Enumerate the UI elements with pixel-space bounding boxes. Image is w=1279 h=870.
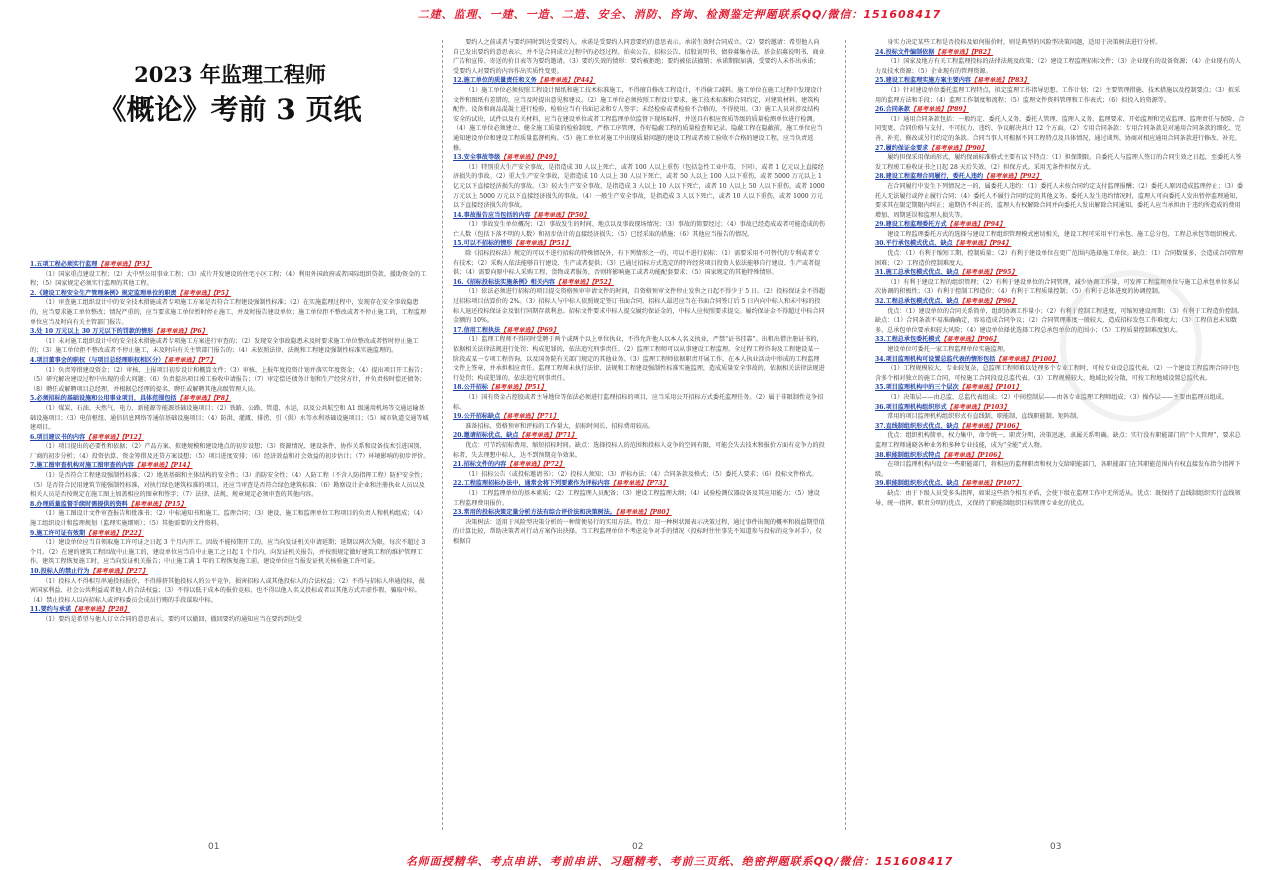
list-item — [30, 567, 430, 605]
item-heading — [453, 326, 825, 336]
item-title: 直线制组织形式优点、缺点 — [885, 422, 959, 430]
item-title: 投标文件编制依据 — [885, 48, 935, 56]
item-title: 施工许可证有效期 — [36, 529, 86, 537]
page-ref: 【P49】 — [536, 154, 559, 162]
page-ref: 【P82】 — [970, 48, 994, 56]
item-body: （1）煤炭、石油、天然气、电力、新能源等能源基础设施项目；（2）铁路、公路、管道、水运，以及公共航空和 A1 级通用机场等交通运输基础设施项目；（3）电信枢纽、通信信息网络等通信基础设施项目；（4）防洪、灌溉、排涝、引（供）水等水利基础设施项目；（5）城市轨道交通等城建项目。 — [30, 404, 429, 432]
page-ref: 【P80】 — [649, 509, 672, 517]
item-number: 18. — [453, 384, 464, 392]
item-body: 在项目监理机构内设立一些职能部门，将相应的监理职责和权力交给职能部门，各职能部门在其职能范围内有权直接发布指令指挥下级。 — [875, 461, 1241, 478]
item-number: 25. — [875, 77, 886, 85]
item-title: 项目建议书的内容 — [36, 433, 86, 441]
page-ref: 【P69】 — [536, 326, 559, 334]
item-body: 在合同履行中发生下列情况之一的，属委托人违约：（1）委托人未按合同约定支付监理报酬；（2）委托人原因造成监理停止；（3）委托人无法履行或停止履行合同；（4）委托人不履行合同约定的其他义务。委托人发生违约情况时，监理人可向委托人发出暂停监理通知，要求其在限定期限内纠正；逾期仍不纠正的，监理人有权解除合同并向委托人发出解除合同通知。委托人应当承担由于违约所造成的费用增加、周期延误和监理人损失等。 — [875, 182, 1244, 219]
item-heading — [30, 529, 430, 539]
page-ref: 【P92】 — [1019, 173, 1042, 181]
exam-tag: 【易考单选】 — [940, 451, 978, 459]
list-item — [453, 479, 825, 508]
item-body: （1）有利于建设工程的组织管理；（2）有利于建设单位的合同管理，减少协调工作量，可发挥工程监理单位与施工总承包单位多层次协调的积极性；（3）有利于控制工程造价；（4）有利于工程质量控制；（5）有利于总体进度的协调控制。 — [875, 278, 1240, 296]
item-heading — [30, 394, 430, 404]
item-heading — [875, 422, 1245, 432]
item-number: 37. — [875, 422, 886, 430]
item-title: 项目监理机构中的三个层次 — [885, 384, 959, 392]
item-heading — [875, 76, 1245, 86]
page-ref: 【P72】 — [542, 461, 566, 469]
exam-tag: 【易考单选】 — [153, 328, 190, 336]
item-number: 35. — [875, 384, 886, 392]
page-number: 01 — [208, 842, 220, 852]
item-heading — [875, 172, 1245, 182]
page-ref: 【P96】 — [995, 298, 1018, 306]
list-item — [30, 327, 430, 356]
list-item — [875, 479, 1245, 508]
list-item — [875, 172, 1245, 220]
exam-tag: 【易考单选】 — [97, 261, 134, 268]
list-item — [453, 211, 825, 240]
item-title: 工程总承包委托模式 — [885, 336, 941, 344]
list-item — [875, 403, 1245, 422]
item-title: 施工单位的质量责任和义务 — [463, 77, 537, 85]
exam-tag: 【易考单选】 — [164, 356, 198, 364]
exam-tag: 【易考单选】 — [958, 422, 996, 430]
item-number: 26. — [875, 106, 886, 114]
column-2-items — [453, 38, 825, 546]
item-title: 五项工程必须实行监理 — [36, 261, 98, 268]
item-number: 38. — [875, 451, 886, 459]
item-body: （1）国有资金占控股或者主导地位等依法必须进行监理招标的项目，应当采用公开招标方式委托监理任务。（2）属于非限制性竞争招标。 — [453, 393, 824, 411]
exam-tag: 【易考单选】 — [133, 462, 171, 470]
list-item — [453, 383, 825, 412]
item-number: 15. — [453, 240, 464, 248]
item-heading — [30, 500, 430, 510]
item-number: 23. — [453, 509, 464, 517]
item-number: 29. — [875, 221, 886, 229]
item-number: 30. — [875, 240, 886, 248]
list-item — [875, 451, 1245, 480]
list-item — [30, 260, 430, 289]
list-item — [875, 220, 1245, 239]
item-body: （1）负责筹措建设资金；（2）审核、上报项目初步设计和概算文件；（3）审核、上报年度投资计划并落实年度资金；（4）提出项目开工报告；（5）研究解决建设过程中出现的重大问题；（6）负责提出项目竣工验收申请报告；（7）审定偿还债务计划和生产经营方针，并负责按时偿还债务；（8）聘任或解聘项目总经理，并根据总经理的提名，聘任或解聘其他高级管理人员。 — [30, 366, 427, 393]
item-body: （1）特别重大生产安全事故，是指造成 30 人以上死亡，或者 100 人以上重伤（包括急性工业中毒，下同），或者 1 亿元以上直接经济损失的事故。（2）重大生产安全事故，是指造成 10 人以上 30 人以下死亡，或者 50 人以上 100 人以下重伤，或者 5000 万元以上 1 亿元以下直接经济损失的事故。（3）较大生产安全事故，是指造成 3 人以上 10 人以下死亡，或者 10 人以上 50 人以下重伤，或者 1000 万元以上 5000 万元以下直接经济损失的事故。（4）一般生产安全事故，是指造成 3 人以下死亡，或者 10 人以下重伤，或者 1000 万元以下直接经济损失的事故。 — [453, 163, 825, 210]
page-ref: 【P5】 — [213, 289, 232, 297]
exam-tag: 【易考单选】 — [970, 77, 1008, 85]
item-body: 准备招标、资格预审和评标的工作量大，招标时间长，招标费用较高。 — [465, 422, 655, 430]
column-2 — [453, 38, 825, 838]
item-heading — [875, 144, 1245, 154]
item-title: 要约与承诺 — [40, 606, 72, 614]
column-1-items — [30, 260, 430, 625]
exam-tag: 【易考单选】 — [555, 278, 592, 286]
item-title: 公开招标缺点 — [463, 413, 501, 421]
item-number: 12. — [453, 77, 464, 85]
item-title: 项目监理机构可设置总监代表的情形包括 — [885, 355, 996, 363]
item-title: 安全事故等级 — [463, 154, 501, 162]
item-title: 建设工程监理委托方式 — [885, 221, 947, 229]
column-divider — [442, 40, 443, 830]
item-heading — [453, 460, 825, 470]
item-title: 工程总承包模式优点、缺点 — [885, 298, 959, 306]
list-item — [453, 278, 825, 326]
list-item — [30, 394, 430, 432]
item-body: （1）工程规模较大，专业较复杂，总监理工程师难以处理多个专业工程时，可按专业设总监代表。（2）一个建设工程监理合同中包含多个相对独立的施工合同，可按施工合同段设总监代表。（3）工程规模较大、地域比较分散，可按工程地域设置总监代表。 — [875, 365, 1240, 382]
exam-tag: 【易考单选】 — [500, 326, 537, 334]
item-title: 履约保证金要求 — [885, 144, 929, 152]
item-number: 32. — [875, 298, 886, 306]
exam-tag: 【易考单选】 — [71, 606, 108, 614]
item-number: 4. — [30, 356, 37, 364]
page-ref: 【P44】 — [573, 77, 596, 85]
item-heading — [30, 289, 430, 299]
page-ref: 【P73】 — [646, 480, 669, 488]
exam-tag: 【易考单选】 — [940, 336, 978, 344]
item-body: 优点：可节约招标费用，缩短招标时间。缺点：选择投标人的范围和投标人竞争的空间有限，可能会失去技术和报价方面有竞争力的投标者，失去理想中标人，达不到预期竞争效果。 — [453, 441, 825, 459]
item-heading — [453, 239, 825, 249]
item-number: 11. — [30, 606, 41, 614]
list-item — [30, 433, 430, 462]
item-number: 16. — [453, 278, 464, 286]
exam-tag: 【易考单选】 — [983, 173, 1020, 181]
page-ref: 【P52】 — [591, 278, 614, 286]
item-heading — [30, 461, 430, 471]
item-body: （1）招标公告（或投标邀请书）；（2）投标人须知；（3）评标办法；（4）合同条款及格式；（5）委托人要求；（6）投标文件格式。 — [465, 470, 818, 478]
item-number: 20. — [453, 432, 464, 440]
list-item — [30, 356, 430, 394]
list-item — [453, 76, 825, 153]
item-heading — [453, 412, 825, 422]
list-item — [875, 48, 1245, 77]
list-item — [453, 412, 825, 431]
item-number: 6. — [30, 433, 37, 441]
item-title: 职能制组织形式特点 — [885, 451, 941, 459]
item-number: 21. — [453, 461, 464, 469]
list-item — [875, 76, 1245, 105]
list-item — [30, 461, 430, 499]
item-title: 职能制组织形式优点、缺点 — [885, 480, 959, 488]
list-item — [30, 289, 430, 327]
watermark-seal — [1060, 270, 1202, 422]
item-body: 常用的项目监理机构组织形式有直线制、职能制、直线职能制、矩阵制。 — [887, 413, 1083, 421]
title-line-2: 《概论》考前 3 页纸 — [98, 93, 362, 126]
page-ref: 【P100】 — [1031, 355, 1059, 363]
item-number: 22. — [453, 480, 464, 488]
item-number: 19. — [453, 413, 464, 421]
column-3 — [875, 38, 1245, 838]
list-item — [875, 144, 1245, 173]
exam-tag: 【易考单选】 — [946, 403, 984, 411]
item-body: （1）项目提出的必要性和依据；（2）产品方案、拟建规模和建设地点的初步设想；（3）资源情况、建设条件、协作关系和设备技术引进国别、厂商的初步分析；（4）投资估算、资金筹措及还贷方案设想；（5）项目进度安排；（6）经济效益和社会效益的初步估计；（7）环境影响的初步评价。 — [30, 443, 430, 460]
item-body: （1）决策层——由总监、总监代表组成；（2）中间控制层——由各专业监理工程师组成；（3）操作层——主要由监理员组成。 — [887, 393, 1228, 401]
item-heading — [875, 403, 1245, 413]
item-title: 必须招标的基础设施和公用事业项目，具体范围包括 — [36, 395, 177, 403]
item-title: 事故报告应当包括的内容 — [463, 211, 531, 219]
exam-tag: 【易考单选】 — [928, 144, 965, 152]
page-ref: 【P15】 — [164, 500, 187, 508]
page-ref: 【P94】 — [989, 240, 1012, 248]
list-item — [453, 239, 825, 277]
item-number: 2. — [30, 289, 37, 297]
item-body: （1）国家及地方有关工程监理投标的法律法规及政策；（2）建设工程监理招标文件；（3）企业现有的设备资源；（4）企业现有的人力及技术资源；（5）企业现有的管理资源。 — [875, 58, 1241, 75]
item-title: 可以不招标的情形 — [463, 240, 513, 248]
item-title: 常用的投标决策定量分析方法有综合评价法和决策树法。 — [463, 509, 616, 517]
item-heading — [875, 268, 1245, 278]
item-heading — [875, 48, 1245, 58]
exam-tag: 【易考单选】 — [176, 395, 214, 403]
item-number: 13. — [453, 154, 464, 162]
item-body: 身实力决定某些工程是否投标及如何报价时，则是典型的风险型决策问题，适用于决策树法进行分析。 — [887, 39, 1162, 46]
item-title: 《招标投标法实施条例》相关内容 — [463, 278, 556, 286]
exam-tag: 【易考单选】 — [958, 298, 996, 306]
item-body: （1）事故发生单位概况；（2）事故发生的时间、地点以及事故现场情况；（3）事故的简要经过；（4）事故已经造成或者可能造成的伤亡人数（包括下落不明的人数）和初步估计的直接经济损失；（5）已经采取的措施；（6）其他应当报告的情况。 — [453, 221, 825, 238]
item-body: 建设工程监理委托方式的选择与建设工程组织管理模式密切相关，建设工程可采用平行承包、施工总分包、工程总承包等组织模式。 — [887, 230, 1241, 238]
page-ref: 【P51】 — [524, 384, 547, 392]
item-body: （1）通用合同条款包括：一般约定、委托人义务、委托人管理、监理人义务、监理要求、开始监理和完成监理、监理责任与保险、合同变更、合同价格与支付、不可抗力、违约、争议解决共计 12 个方面。（2）专用合同条款：专用合同条款是对通用合同条款的细化、完善、补充、修改或另行约定的条款。合同当事人可根据不同工程特点及具体情况，通过谈判、协商对相应通用合同条款进行修改、补充。 — [875, 115, 1245, 142]
item-heading — [30, 433, 430, 443]
list-item — [30, 529, 430, 567]
exam-tag: 【易考单选】 — [518, 432, 556, 440]
item-body: （1）投标人不得相互串通投标报价，不得排挤其他投标人的公平竞争，损害招标人或其他投标人的合法权益；（2）不得与招标人串通投标，损害国家利益、社会公共利益或者他人的合法权益；（3）不得以低于成本的报价竞标，也不得以他人名义投标或者以其他方式弄虚作假，骗取中标。（4）禁止投标人以向招标人或评标委员会成员行贿的手段谋取中标。 — [30, 577, 425, 604]
page-ref: 【P94】 — [983, 221, 1006, 229]
item-number: 24. — [875, 48, 886, 56]
item-body: （1）是否符合工程建设强制性标准；（2）地基基础和主体结构的安全性；（3）消防安全性；（4）人防工程（不含人防指挥工程）防护安全性；（5）是否符合民用建筑节能强制性标准，对执行绿色建筑标准的项目，还应当审查是否符合绿色建筑标准；（6）勘察设计企业和注册执业人员以及相关人员是否按规定在施工图上加盖相应的图章和签字；（7）法律、法规、规章规定必须审查的其他内容。 — [30, 472, 427, 499]
exam-tag: 【易考单选】 — [89, 568, 126, 575]
exam-tag: 【易考单选】 — [995, 355, 1032, 363]
item-title: 《建设工程安全生产管理条例》规定监理单位的职责 — [36, 289, 177, 297]
page-ref: 【P103】 — [983, 403, 1010, 411]
item-body: 缺点：由于下级人员受多头指挥，如果这些指令相互矛盾，会使下级在监理工作中无所适从。优点：既保持了直线制组织实行直线领导、统一指挥、职责分明的优点，又保持了职能制组织目标管理专业化的优点。 — [875, 489, 1241, 507]
bottom-banner: 名师面授精华、考点串讲、考前串讲、习题精考、考前三页纸、绝密押题联系QQ/微信：151608417 — [405, 855, 954, 868]
list-item — [875, 268, 1245, 297]
item-heading — [30, 605, 430, 615]
item-heading — [30, 327, 430, 337]
exam-tag: 【易考单选】 — [958, 480, 996, 488]
item-title: 邀请招标优点、缺点 — [463, 432, 519, 440]
item-body: （1）未对施工组织设计中的安全技术措施或者专项施工方案进行审查的；（2）发现安全事故隐患未及时要求施工单位整改或者暂时停止施工的；（3）施工单位拒不整改或者不停止施工，未及时向有关主管部门报告的；（4）未依照法律、法规和工程建设强制性标准实施监理的。 — [30, 337, 419, 355]
item-title: 施工总承包模式优点、缺点 — [885, 269, 959, 277]
item-body: 要约人之前或者与要约同时到达受要约人。承诺是受要约人同意要约的意思表示。承诺生效时合同成立。（2）要约邀请：希望他人向自己发出要约的意思表示，并不是合同成立过程中的必经过程。拍卖公告、招标公告、招股说明书、债券募集办法、基金招募说明书、商业广告和宣传、寄送的价目表等为要约邀请。（3）要约失效的情形：要约被拒绝；要约被依法撤销；承诺期限届满，受要约人未作出承诺；受要约人对要约的内容作出实质性变更。 — [453, 39, 825, 75]
page-number: 03 — [1050, 842, 1062, 852]
item-body: （1）国家重点建设工程；（2）大中型公用事业工程；（3）成片开发建设的住宅小区工程；（4）利用外国政府或者国际组织贷款、援助资金的工程；（5）国家规定必须实行监理的其他工程。 — [30, 270, 427, 288]
item-body: 优点：（1）有利于缩短工期、控制质量；（2）有利于建设单位在更广范围内选择施工单位。缺点：（1）合同数量多，会造成合同管理困难；（2）工程造价控制难度大。 — [875, 250, 1244, 267]
item-heading — [453, 153, 825, 163]
item-heading — [453, 383, 825, 393]
item-heading — [453, 508, 825, 518]
item-heading — [30, 356, 430, 366]
title-block — [30, 60, 430, 130]
item-body: （1）施工图设计文件审查报告和批准书；（2）中标通知书和施工、监理合同；（3）建设、施工和监理单位工程项目的负责人和机构组成；（4）施工组织设计和监理规划（监理实施细则）；（5）其他需要的文件资料。 — [30, 510, 427, 528]
list-item — [453, 460, 825, 479]
exam-tag: 【易考单选】 — [487, 384, 525, 392]
page-ref: 【P8】 — [213, 395, 232, 403]
item-title: 项目董事会的职权（与项目总经理职权相区分） — [36, 356, 165, 364]
page-ref: 【P71】 — [536, 413, 559, 421]
item-body: 建设单位可委托一家工程监理单位实施监理。 — [887, 346, 1010, 353]
page-ref: 【P95】 — [995, 269, 1018, 277]
exam-tag: 【易考单选】 — [934, 48, 971, 56]
list-item — [30, 605, 430, 624]
item-body: （1）依法必须进行招标的项目提交资格预审申请文件的时间，自资格预审文件停止发售之日起不得少于 5 日。（2）投标保证金不得超过招标项目估算价的 2%。（3）招标人与中标人依照规定签订书面合同，招标人最迟应当在书面合同签订后 5 日内向中标人和未中标的投标人退还投标保证金及银行同期存款利息。招标文件要求中标人提交履约保证金的，中标人应按照要求提交。履约保证金不得超过中标合同金额的 10%。 — [453, 288, 825, 325]
item-number: 36. — [875, 403, 886, 411]
item-title: 投标人的禁止行为 — [40, 568, 90, 575]
item-number: 39. — [875, 480, 886, 488]
item-body: 除《招标投标法》规定的可以不进行招标的特殊情况外，有下列情形之一的，可以不进行招标：（1）需要采用不可替代的专利或者专有技术；（2）采购人依法能够自行建设、生产或者提供；（3）已通过招标方式选定的特许经营项目投资人依法能够自行建设、生产或者提供；（4）需要向原中标人采购工程、货物或者服务，否则将影响施工或者功能配套要求；（5）国家规定的其他特殊情形。 — [453, 250, 821, 277]
page-ref: 【P7】 — [197, 356, 216, 364]
item-heading — [453, 278, 825, 288]
item-body: 决策树法：适用于风险型决策分析的一种简便易行的实用方法。特点：用一种树状图表示决策过程，通过事件出现的概率和损益期望值的计算比较，帮助决策者对行动方案作出抉择。当工程监理单位不考虑竞争对手的情况（投标时往往事先不知道参与投标的竞争对手），仅根据自 — [453, 518, 825, 545]
page-ref: 【P27】 — [125, 568, 149, 575]
list-item — [453, 38, 825, 76]
item-title: 建设工程监理合同履行，委托人违约 — [885, 173, 984, 181]
exam-tag: 【易考单选】 — [500, 413, 537, 421]
item-title: 合同条款 — [885, 106, 910, 114]
exam-tag: 【易考单选】 — [958, 384, 996, 392]
item-number: 14. — [453, 211, 464, 219]
item-body: 履约担保采用保函形式，履约保函标准格式主要有以下特点：（1）担保期限。自委托人与监理人签订的合同生效之日起，至委托人签发工程竣工验收证书之日起 28 天后失效。（2）担保方式。采用无条件担保方式。 — [875, 154, 1242, 171]
item-number: 17. — [453, 326, 464, 334]
page-number: 02 — [632, 842, 644, 852]
item-title: 处 10 万元以上 30 万元以下的罚款的情形 — [36, 328, 154, 336]
item-body: （1）建设单位应当自领取施工许可证之日起 3 个月内开工。因故不能按期开工的，应当向发证机关申请延期；延期以两次为限，每次不超过 3 个月。（2）在建的建筑工程因故中止施工的，建设单位应当自中止施工之日起 1 个月内，向发证机关报告，并按照规定做好建筑工程的维护管理工作。建筑工程恢复施工时，应当向发证机关报告；中止施工满 1 年的工程恢复施工前，建设单位应当报发证机关核验施工许可证。 — [30, 539, 426, 566]
item-title: 施工图审查机构对施工图审查的内容 — [36, 462, 134, 470]
exam-tag: 【易考单选】 — [952, 240, 990, 248]
item-number: 28. — [875, 173, 886, 181]
title-line-1: 2023 年监理工程师 — [134, 62, 326, 87]
page-ref: 【P3】 — [133, 261, 152, 268]
page-ref: 【P50】 — [567, 211, 590, 219]
item-number: 33. — [875, 336, 886, 344]
page-ref: 【P90】 — [964, 144, 988, 152]
exam-tag: 【易考单选】 — [530, 211, 568, 219]
page-ref: 【P71】 — [555, 432, 578, 440]
page-ref: 【P22】 — [121, 529, 144, 537]
exam-tag: 【易考单选】 — [85, 529, 122, 537]
page-ref: 【P106】 — [995, 422, 1022, 430]
list-item — [453, 153, 825, 211]
item-heading — [875, 451, 1245, 461]
item-title: 信用工程执法 — [463, 326, 501, 334]
list-item — [30, 500, 430, 529]
item-heading — [30, 260, 430, 270]
item-number: 10. — [30, 568, 41, 575]
top-banner: 二建、监理、一建、一造、二造、安全、消防、咨询、检测鉴定押题联系QQ/微信：151608417 — [417, 8, 942, 21]
exam-tag: 【易考单选】 — [958, 269, 996, 277]
item-number: 9. — [30, 529, 37, 537]
item-body: 优点：（1）建设单位的合同关系简单，组织协调工作量小；（2）有利于控制工程进度，可缩短建设周期；（3）有利于工程造价控制。缺点：（1）合同条款不易准确确定，容易造成合同争议；（2）合同管理难度一般较大，造成招标发包工作难度大；（3）工程信息未知数多，总承包单位要承担较大风险；（4）建设单位择优选择工程总承包单位的范围小；（5）工程质量控制难度加大。 — [875, 307, 1244, 334]
item-heading — [453, 76, 825, 86]
exam-tag: 【易考单选】 — [512, 240, 549, 248]
item-number: 8. — [30, 500, 37, 508]
page-ref: 【P101】 — [995, 384, 1022, 392]
list-item — [453, 326, 825, 384]
item-heading — [875, 479, 1245, 489]
item-number: 7. — [30, 462, 37, 470]
item-heading — [453, 211, 825, 221]
list-item — [875, 422, 1245, 451]
item-heading — [875, 220, 1245, 230]
exam-tag: 【易考单选】 — [127, 500, 165, 508]
column-divider — [845, 40, 846, 830]
item-number: 34. — [875, 355, 886, 363]
item-body: （1）工程监理单位的基本素质；（2）工程监理人员配备；（3）建设工程监理大纲；（4）试验检测仪器设备及其应用能力；（5）建设工程监理费用报价。 — [453, 489, 820, 507]
exam-tag: 【易考单选】 — [85, 433, 122, 441]
list-item — [875, 38, 1245, 48]
item-number: 5. — [30, 395, 37, 403]
list-item — [875, 105, 1245, 143]
list-item — [453, 508, 825, 546]
item-heading — [453, 479, 825, 489]
list-item — [453, 431, 825, 460]
exam-tag: 【易考单选】 — [500, 154, 537, 162]
exam-tag: 【易考单选】 — [615, 509, 650, 517]
exam-tag: 【易考单选】 — [176, 289, 214, 297]
page-ref: 【P28】 — [107, 606, 130, 614]
page-ref: 【P107】 — [995, 480, 1022, 488]
page-ref: 【P6】 — [189, 328, 208, 336]
item-body: （1）要约是希望与他人订立合同的意思表示，要约可以撤回，撤回要约的通知应当在要约到达受 — [42, 615, 303, 623]
item-body: 优点：组织机构简单，权力集中，命令统一，职责分明，决策迅速，隶属关系明确。缺点：实行没有职能部门的“个人管理”，要求总监理工程师通晓各种业务和多种专业技能，成为“全能”式人物。 — [875, 432, 1241, 449]
item-title: 办理质量监督手续时需提供的资料 — [36, 500, 128, 508]
page-ref: 【P12】 — [121, 433, 144, 441]
page-ref: 【P89】 — [946, 106, 969, 114]
item-number: 1. — [30, 261, 37, 268]
item-heading — [875, 239, 1245, 249]
column-3-items — [875, 38, 1245, 508]
item-title: 建设工程监理实施方案主要内容 — [885, 77, 971, 85]
item-heading — [30, 567, 430, 577]
exam-tag: 【易考单选】 — [946, 221, 984, 229]
exam-tag: 【易考单选】 — [536, 77, 574, 85]
column-1 — [30, 38, 430, 838]
item-heading — [453, 431, 825, 441]
item-title: 项目监理机构组织形式 — [885, 403, 947, 411]
item-title: 招标文件的内容 — [463, 461, 507, 469]
exam-tag: 【易考单选】 — [506, 461, 543, 469]
page-ref: 【P51】 — [548, 240, 572, 248]
exam-tag: 【易考单选】 — [909, 106, 947, 114]
item-title: 公开招标 — [463, 384, 488, 392]
item-heading — [875, 105, 1245, 115]
page-ref: 【P106】 — [977, 451, 1004, 459]
item-body: （1）监理工程师不得同时受聘于两个或两个以上单位执业，不得允许他人以本人名义执业，严禁“证书挂靠”。出租出借注册证书的，依据相关法律法规进行处罚；构成犯罪的，依法追究刑事责任。（2）监理工程师可以从事建设工程监理、全过程工程咨询及工程建设某一阶段或某一专项工程咨询，以及国务院有关部门规定的其他业务。（3）监理工程师依据职责开展工作，在本人执业活动中形成的工程监理文件上签章，并承担相应责任。监理工程师未执行法律、法规和工程建设强制性标准实施监理，造成质量安全事故的，依据相关法律法规进行处罚；构成犯罪的，依法追究刑事责任。 — [453, 336, 825, 382]
list-item — [875, 239, 1245, 268]
page-ref: 【P96】 — [977, 336, 1000, 344]
exam-tag: 【易考单选】 — [609, 480, 647, 488]
item-number: 27. — [875, 144, 886, 152]
item-body: （1）施工单位必须按照工程设计图纸和施工技术标准施工，不得擅自修改工程设计，不得偷工减料。施工单位在施工过程中发现设计文件和图纸有差错的，应当及时提出意见和建议。（2）施工单位必须按照工程设计要求、施工技术标准和合同约定，对建筑材料、建筑构配件、设备和商品混凝土进行检验，检验应当有书面记录和专人签字；未经检验或者检验不合格的，不得使用。（3）施工人员对涉及结构安全的试块、试件以及有关材料，应当在建设单位或者工程监理单位监督下现场取样，并送具有相应资质等级的质量检测单位进行检测。（4）施工单位必须建立、健全施工质量的检验制度，严格工序管理，作好隐蔽工程的质量检查和记录。隐蔽工程在隐蔽前，施工单位应当通知建设单位和建设工程质量监督机构。（5）施工单位对施工中出现质量问题的建设工程或者竣工验收不合格的建设工程，应当负责返修。 — [453, 86, 823, 152]
item-body: （1）审查施工组织设计中的安全技术措施或者专项施工方案是否符合工程建设强制性标准；（2）在实施监理过程中，发现存在安全事故隐患的，应当要求施工单位整改；情况严重的，应当要求施工单位暂时停止施工，并及时报告建设单位；施工单位拒不整改或者不停止施工的，工程监理单位应当及时向有关主管部门报告。 — [30, 299, 427, 326]
item-body: （1）针对建设单位委托监理工程特点，拟定监理工作指导思想、工作计划；（2）主要管理措施、技术措施以及控制要点；（3）拟采用的监理方法和手段；（4）监理工作制度和流程；（5）监理文件资料管理和工作表式；（6）拟投入的资源等。 — [875, 86, 1241, 104]
page-ref: 【P14】 — [170, 462, 193, 470]
page-ref: 【P83】 — [1007, 77, 1030, 85]
item-title: 平行承包模式优点、缺点 — [885, 240, 953, 248]
item-title: 工程监理招标办法中，通常会将下列要素作为评标内容 — [463, 480, 610, 488]
item-number: 31. — [875, 269, 886, 277]
item-number: 3. — [30, 328, 37, 336]
